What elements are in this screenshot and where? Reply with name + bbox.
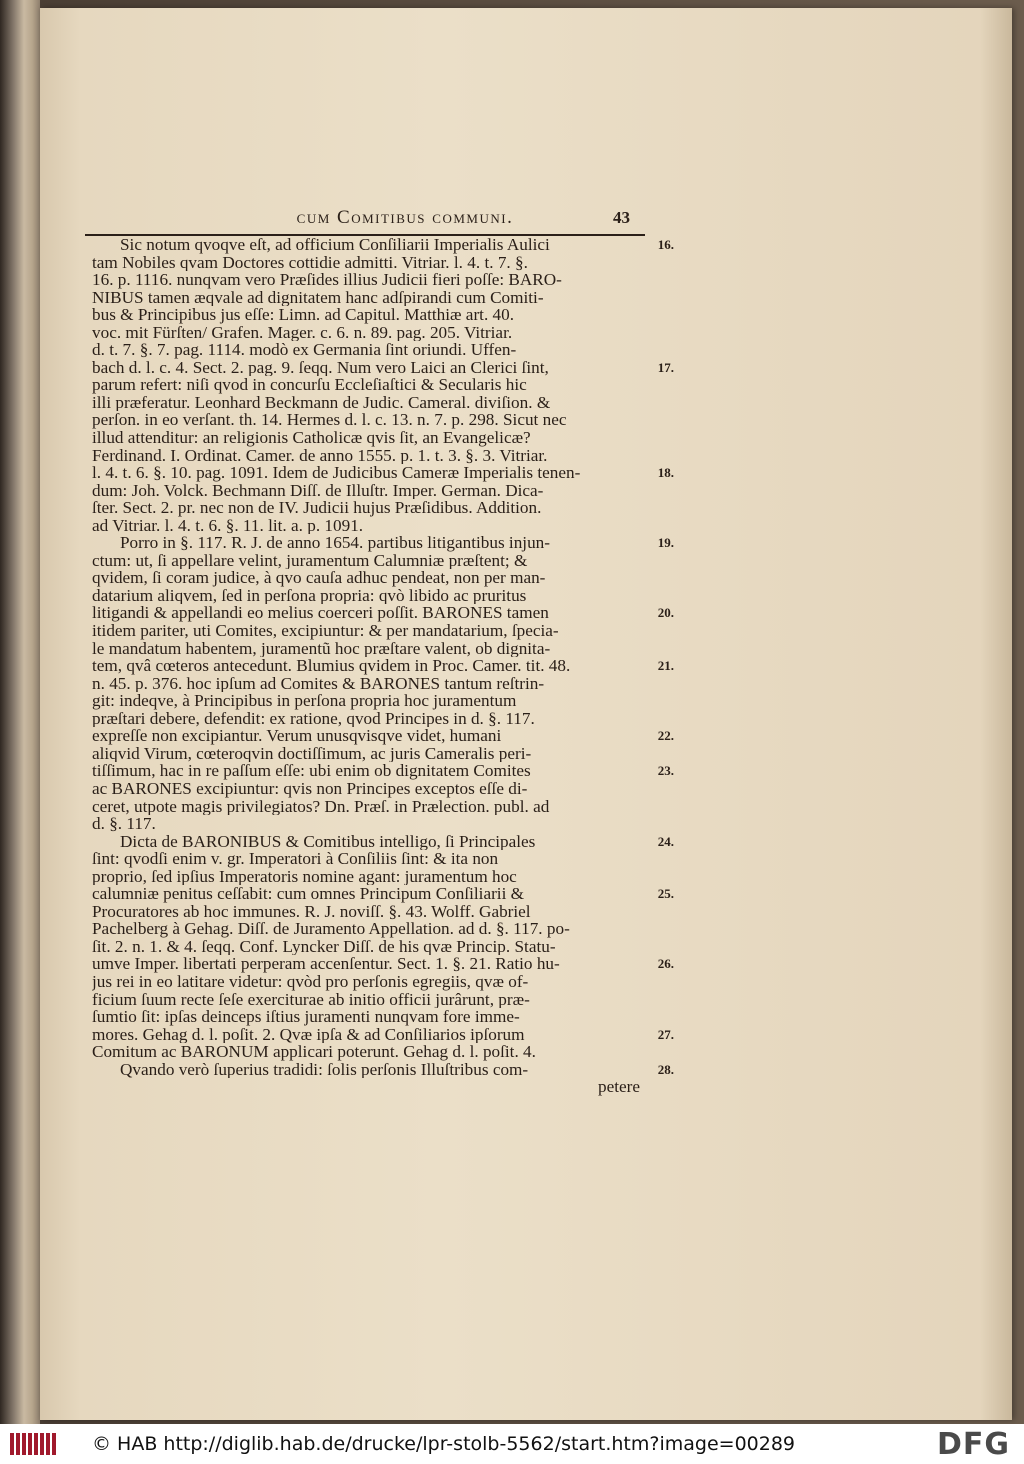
text-line (92, 657, 674, 675)
text-line (92, 745, 674, 763)
margin-number (652, 447, 674, 465)
text-line (92, 499, 674, 517)
text-line (92, 587, 674, 605)
text-line (92, 604, 674, 622)
margin-number (652, 254, 674, 272)
line-text: le mandatum habentem, juramentũ hoc præſtare valent, ob dignita- (92, 639, 551, 658)
margin-number (652, 376, 674, 394)
text-line (92, 868, 674, 886)
text-line (92, 920, 674, 938)
margin-number (652, 429, 674, 447)
page-number: 43 (613, 208, 630, 227)
dfg-logo: DFG (936, 1426, 1010, 1462)
text-line (92, 359, 674, 377)
margin-number (652, 640, 674, 658)
line-text: Porro in §. 117. R. J. de anno 1654. partibus litigantibus injun- (120, 534, 550, 552)
line-text: n. 45. p. 376. hoc ipſum ad Comites & BARONES tantum reſtrin- (92, 674, 545, 693)
line-text: ſit. 2. n. 1. & 4. ſeqq. Conf. Lyncker Diſſ. de his qvæ Princip. Statu- (92, 937, 556, 956)
line-text: ad Vitriar. l. 4. t. 6. §. 11. lit. a. p. 1091. (92, 516, 364, 535)
line-text: NIBUS tamen æqvale ad dignitatem hanc adſpirandi cum Comiti- (92, 288, 544, 307)
text-line (92, 376, 674, 394)
line-text: ac BARONES excipiuntur: qvis non Principes exceptos eſſe di- (92, 779, 528, 798)
line-text: ſumtio ſit: ipſas deinceps iſtius juramenti nunqvam fore imme- (92, 1008, 520, 1026)
line-text: umve Imper. libertati perperam accenſentur. Sect. 1. §. 21. Ratio hu- (92, 955, 560, 973)
margin-number: 23. (657, 763, 674, 779)
text-line (92, 394, 674, 412)
text-line (92, 236, 674, 254)
margin-number (652, 569, 674, 587)
margin-number (652, 973, 674, 991)
margin-number (652, 710, 674, 728)
line-text: Qvando verò ſuperius tradidi: ſolis perſonis Illuſtribus com- (120, 1060, 529, 1079)
margin-number (652, 1008, 674, 1026)
margin-number (652, 991, 674, 1009)
margin-number: 16. (657, 237, 674, 252)
text-line (92, 1026, 674, 1044)
margin-number (652, 850, 674, 868)
margin-number (652, 798, 674, 816)
text-line (92, 710, 674, 728)
line-text: qvidem, ſi coram judice, à qvo cauſa adhuc pendeat, non per man- (92, 569, 546, 587)
margin-number (652, 289, 674, 307)
line-text: d. t. 7. §. 7. pag. 1114. modò ex Germania ſint oriundi. Uffen- (92, 341, 517, 359)
text-line (92, 991, 674, 1009)
margin-number (652, 587, 674, 605)
line-text: tem, qvâ cœteros antecedunt. Blumius qvidem in Proc. Camer. tit. 48. (92, 657, 571, 675)
margin-number (652, 622, 674, 640)
text-line (92, 1061, 674, 1079)
text-line (92, 780, 674, 798)
margin-number (652, 306, 674, 324)
footer-bar (0, 1424, 1024, 1464)
text-line (92, 411, 674, 429)
text-line (92, 938, 674, 956)
line-text: petere (598, 1078, 640, 1096)
text-line (92, 885, 674, 903)
text-line (92, 727, 674, 745)
running-head (210, 203, 630, 233)
margin-number (652, 499, 674, 517)
line-text: proprio, ſed ipſius Imperatoris nomine agant: juramentum hoc (92, 867, 517, 886)
margin-number: 26. (657, 956, 674, 972)
text-line (92, 1078, 674, 1096)
text-line (92, 552, 674, 570)
line-text: git: indeqve, à Principibus in perſona propria hoc juramentum (92, 692, 517, 710)
margin-number (652, 815, 674, 833)
text-line (92, 271, 674, 289)
book-spine (0, 0, 40, 1424)
text-line (92, 254, 674, 272)
text-line (92, 798, 674, 816)
text-line (92, 324, 674, 342)
margin-number (652, 394, 674, 412)
line-text: præſtari debere, defendit: ex ratione, qvod Principes in d. §. 117. (92, 709, 535, 728)
line-text: l. 4. t. 6. §. 10. pag. 1091. Idem de Judicibus Cameræ Imperialis tenen- (92, 464, 581, 482)
line-text: aliqvid Virum, cœteroqvin doctiſſimum, ac juris Cameralis peri- (92, 744, 532, 763)
line-text: ſter. Sect. 2. pr. nec non de IV. Judicii hujus Præſidibus. Addition. (92, 499, 542, 517)
text-line (92, 675, 674, 693)
margin-number: 17. (657, 359, 674, 375)
line-text: litigandi & appellandi eo melius coerceri poſſit. BARONES tamen (92, 604, 549, 623)
text-line (92, 640, 674, 658)
line-text: ficium ſuum recte ſeſe exerciturae ab initio officii jurârunt, præ- (92, 990, 530, 1009)
margin-number (652, 341, 674, 359)
margin-number: 27. (657, 1026, 674, 1042)
margin-number (652, 411, 674, 429)
margin-number (652, 324, 674, 342)
text-line (92, 482, 674, 500)
margin-number (652, 482, 674, 500)
margin-number: 21. (657, 658, 674, 674)
credit-text: © HAB http://diglib.hab.de/drucke/lpr-stolb-5562/start.htm?image=00289 (92, 1433, 796, 1455)
margin-number (652, 938, 674, 956)
line-text: bach d. l. c. 4. Sect. 2. pag. 9. ſeqq. Num vero Laici an Clerici ſint, (92, 358, 549, 377)
margin-number: 22. (657, 728, 674, 744)
hab-logo-icon (10, 1431, 62, 1457)
margin-number: 19. (657, 535, 674, 551)
margin-number (652, 1078, 674, 1096)
page-text (92, 236, 674, 1096)
line-text: Sic notum qvoqve eſt, ad officium Conſiliarii Imperialis Aulici (120, 236, 550, 254)
text-line (92, 289, 674, 307)
margin-number: 28. (657, 1061, 674, 1077)
line-text: Dicta de BARONIBUS & Comitibus intelligo, ſi Principales (120, 832, 536, 851)
line-text: parum refert: niſi qvod in concurſu Eccleſiaſtici & Secularis hic (92, 376, 527, 394)
text-line (92, 447, 674, 465)
margin-number: 24. (657, 833, 674, 849)
margin-number (652, 692, 674, 710)
line-text: tiſſimum, hac in re paſſum eſſe: ubi enim ob dignitatem Comites (92, 762, 531, 780)
line-text: expreſſe non excipiantur. Verum unusqvisqve videt, humani (92, 727, 502, 745)
line-text: Pachelberg à Gehag. Diſſ. de Juramento Appellation. ad d. §. 117. po- (92, 920, 570, 938)
text-line (92, 973, 674, 991)
text-line (92, 955, 674, 973)
text-line (92, 833, 674, 851)
text-line (92, 1043, 674, 1061)
line-text: jus rei in eo latitare videtur: qvòd pro perſonis egregiis, qvæ of- (92, 972, 529, 991)
margin-number (652, 675, 674, 693)
margin-number (652, 868, 674, 886)
line-text: illud attenditur: an religionis Catholicæ qvis ſit, an Evangelicæ? (92, 429, 531, 447)
text-line (92, 464, 674, 482)
margin-number (652, 780, 674, 798)
text-line (92, 692, 674, 710)
margin-number (652, 745, 674, 763)
text-line (92, 1008, 674, 1026)
text-line (92, 850, 674, 868)
line-text: Ferdinand. I. Ordinat. Camer. de anno 1555. p. 1. t. 3. §. 3. Vitriar. (92, 446, 548, 465)
line-text: d. §. 117. (92, 815, 156, 833)
line-text: ctum: ut, ſi appellare velint, juramentum Calumniæ præſtent; & (92, 551, 528, 570)
margin-number (652, 1043, 674, 1061)
line-text: 16. p. 1116. nunqvam vero Præſides illius Judicii fieri poſſe: BARO- (92, 271, 562, 289)
line-text: mores. Gehag d. l. poſit. 2. Qvæ ipſa & ad Conſiliarios ipſorum (92, 1025, 525, 1044)
line-text: ceret, utpote magis privilegiatos? Dn. Præſ. in Prælection. publ. ad (92, 797, 550, 816)
margin-number (652, 920, 674, 938)
line-text: calumniæ penitus ceſſabit: cum omnes Principum Conſiliarii & (92, 885, 525, 903)
text-line (92, 815, 674, 833)
margin-number (652, 517, 674, 535)
line-text: datarium aliqvem, ſed in perſona propria: qvò libido ac pruritus (92, 586, 527, 605)
text-line (92, 517, 674, 535)
text-line (92, 429, 674, 447)
text-line (92, 341, 674, 359)
line-text: tam Nobiles qvam Doctores cottidie admitti. Vitriar. l. 4. t. 7. §. (92, 253, 528, 272)
line-text: illi præferatur. Leonhard Beckmann de Judic. Cameral. diviſion. & (92, 393, 551, 412)
line-text: bus & Principibus jus eſſe: Limn. ad Capitul. Matthiæ art. 40. (92, 306, 515, 324)
text-line (92, 622, 674, 640)
margin-number: 18. (657, 465, 674, 481)
margin-number (652, 271, 674, 289)
running-head-title: cum Comitibus communi. (296, 207, 514, 228)
text-line (92, 903, 674, 921)
margin-number: 25. (657, 886, 674, 902)
text-line (92, 569, 674, 587)
margin-number: 20. (657, 605, 674, 621)
text-line (92, 534, 674, 552)
line-text: voc. mit Fürſten/ Grafen. Mager. c. 6. n. 89. pag. 205. Vitriar. (92, 323, 513, 342)
line-text: perſon. in eo verſant. th. 14. Hermes d. l. c. 13. n. 7. p. 298. Sicut nec (92, 411, 567, 430)
line-text: itidem pariter, uti Comites, excipiuntur: & per mandatarium, ſpecia- (92, 622, 559, 640)
line-text: Procuratores ab hoc immunes. R. J. noviſſ. §. 43. Wolff. Gabriel (92, 902, 531, 921)
line-text: Comitum ac BARONUM applicari poterunt. Gehag d. l. poſit. 4. (92, 1043, 536, 1061)
margin-number (652, 903, 674, 921)
text-line (92, 306, 674, 324)
text-line (92, 762, 674, 780)
line-text: ſint: qvodſi enim v. gr. Imperatori à Conſiliis ſint: & ita non (92, 850, 499, 868)
margin-number (652, 552, 674, 570)
line-text: dum: Joh. Volck. Bechmann Diſſ. de Illuſtr. Imper. German. Dica- (92, 481, 544, 500)
